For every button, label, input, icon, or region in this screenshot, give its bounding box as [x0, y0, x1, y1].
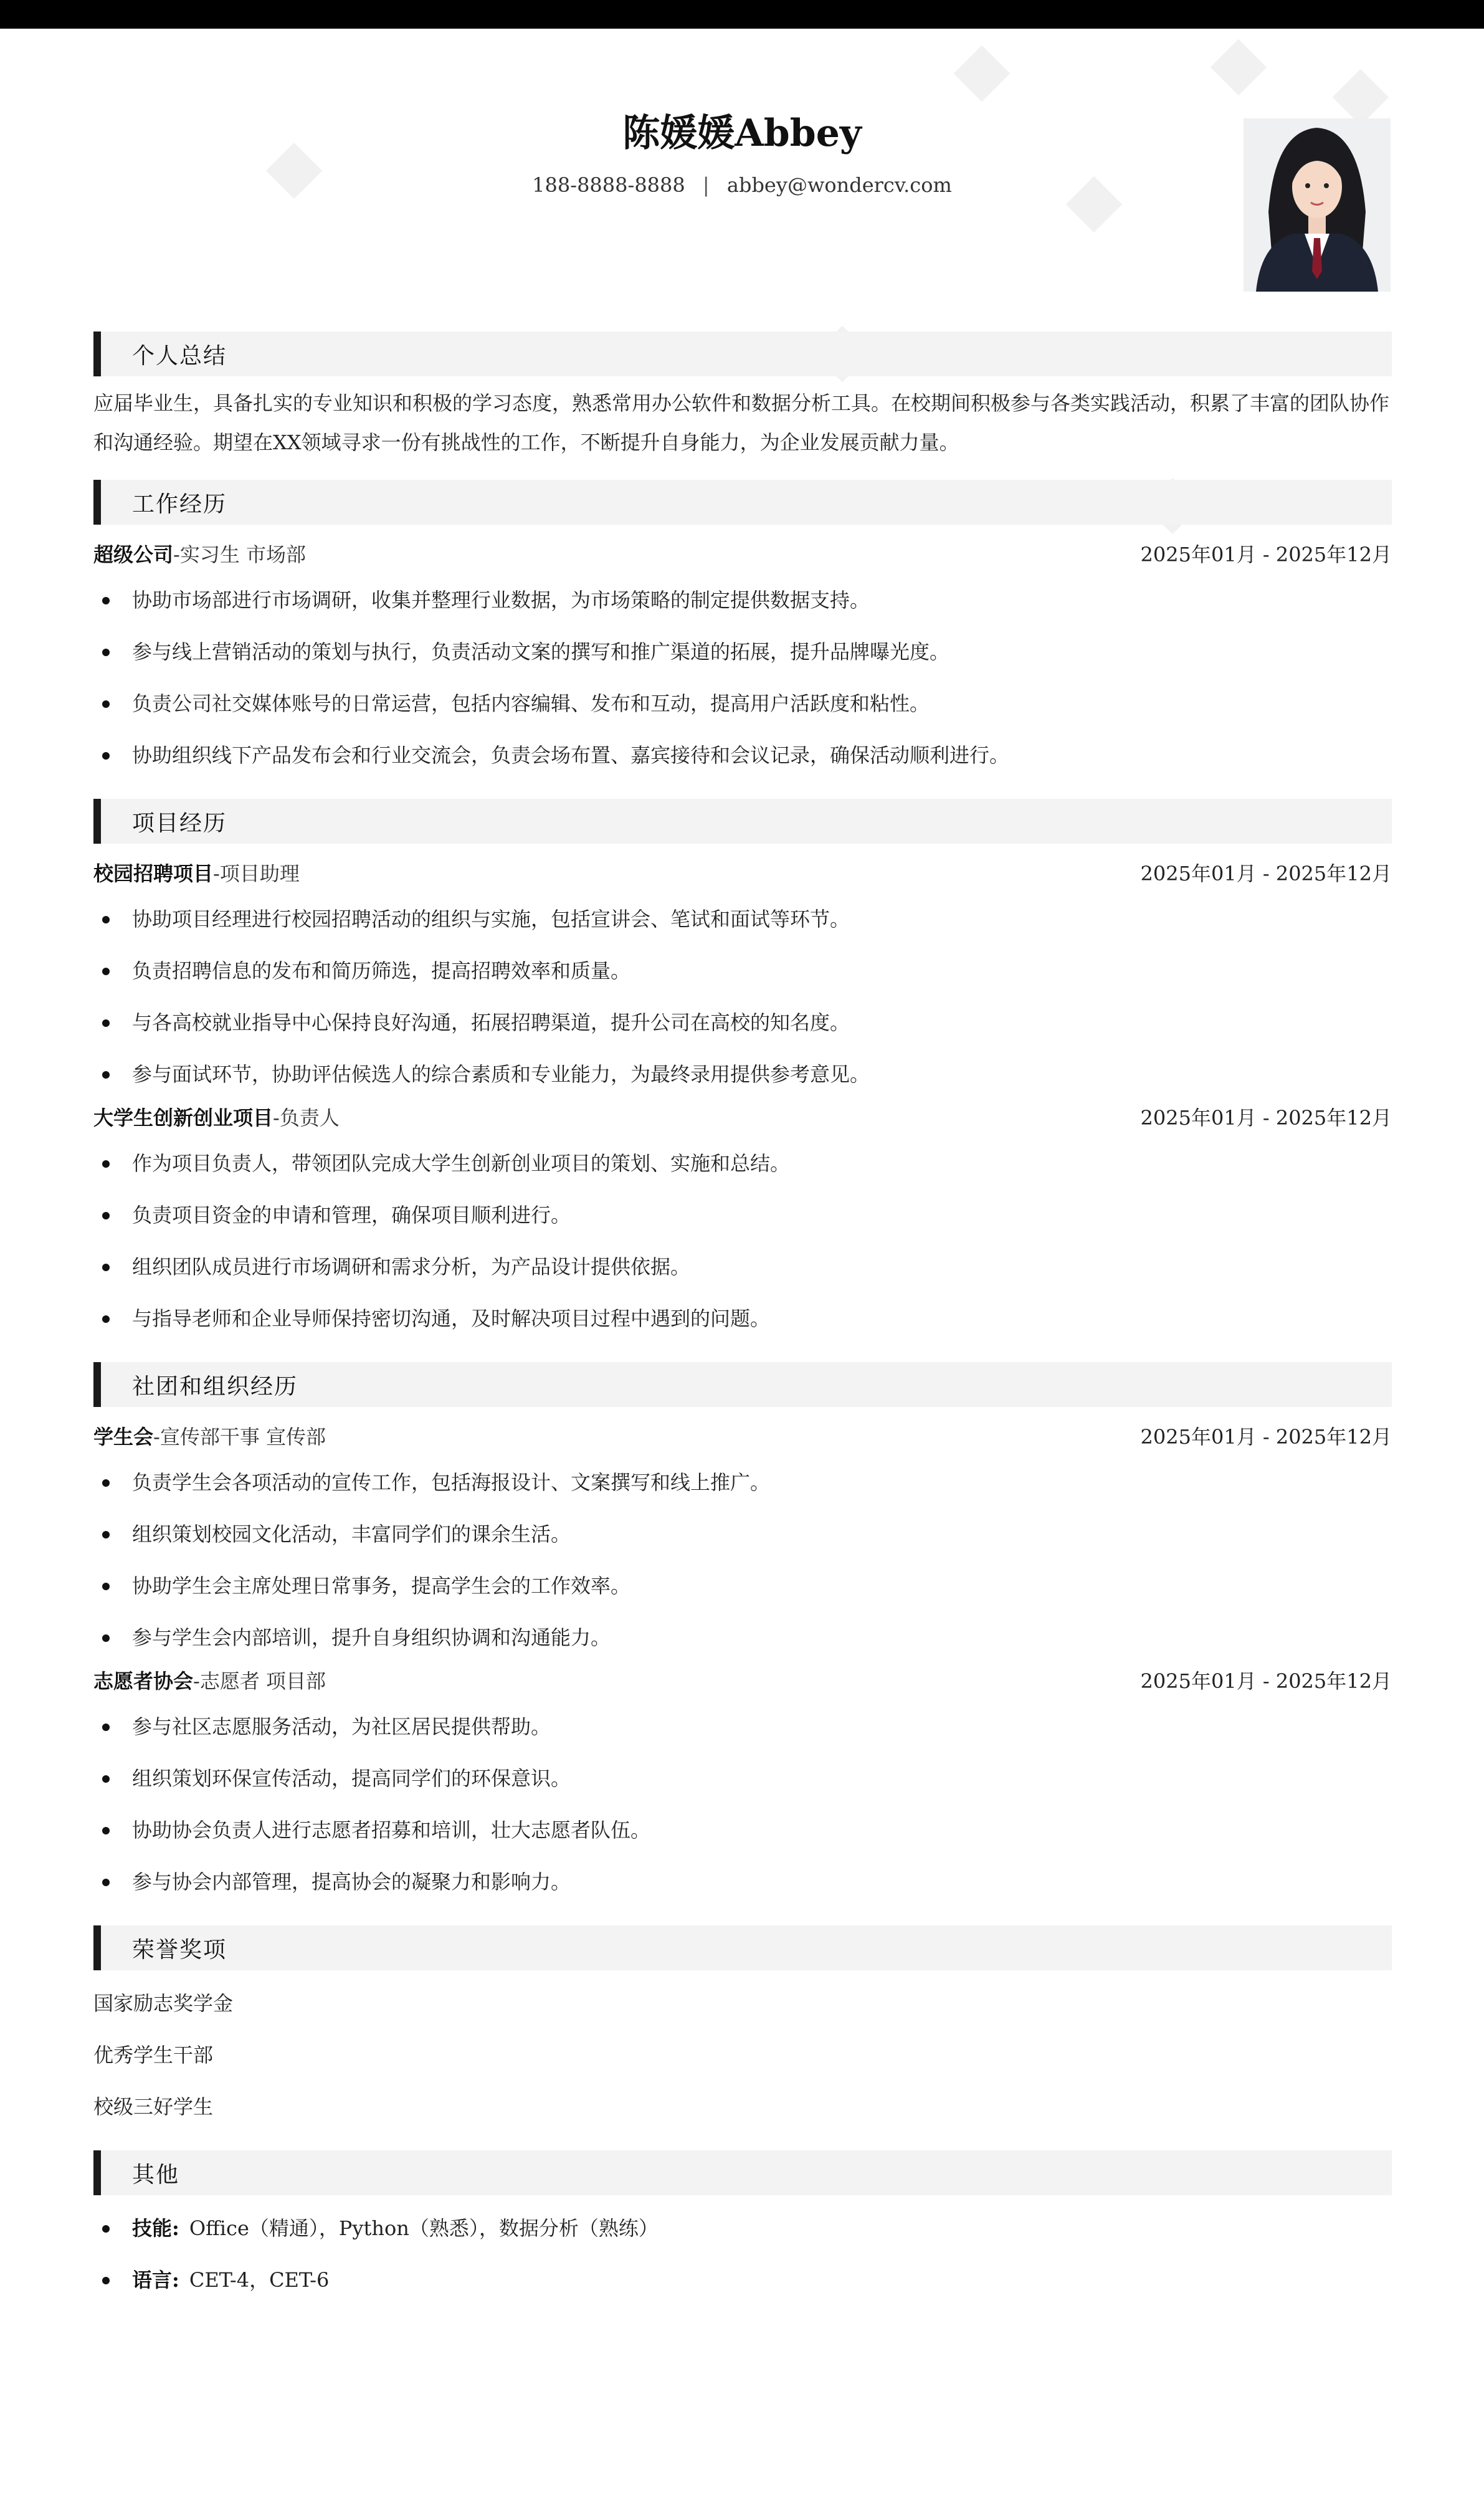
entry-date: 2025年01月 - 2025年12月 [1140, 862, 1392, 885]
bullet-list [93, 1457, 1392, 1664]
entry-role: -项目助理 [213, 862, 300, 885]
bullet-item: 参与线上营销活动的策划与执行，负责活动文案的撰写和推广渠道的拓展，提升品牌曝光度。 [93, 626, 1392, 678]
skills-label: 技能: [132, 2216, 179, 2240]
entry-org: 大学生创新创业项目 [93, 1106, 273, 1130]
award-item: 校级三好学生 [93, 2095, 214, 2119]
candidate-name: 陈媛媛Abbey [622, 112, 862, 155]
bullet-item: 参与协会内部管理，提高协会的凝聚力和影响力。 [93, 1856, 1392, 1908]
award-item: 国家励志奖学金 [93, 1991, 234, 2015]
profile-photo [1244, 118, 1391, 292]
bullet-item: 负责招聘信息的发布和简历筛选，提高招聘效率和质量。 [93, 945, 1392, 997]
bullet-item: 参与面试环节，协助评估候选人的综合素质和专业能力，为最终录用提供参考意见。 [93, 1049, 1392, 1100]
entry-org: 超级公司 [93, 543, 174, 566]
phone-number: 188-8888-8888 [532, 173, 685, 197]
bullet-item: 负责公司社交媒体账号的日常运营，包括内容编辑、发布和互动，提高用户活跃度和粘性。 [93, 678, 1392, 730]
entry-org: 校园招聘项目 [93, 862, 214, 885]
bullet-item: 协助项目经理进行校园招聘活动的组织与实施，包括宣讲会、笔试和面试等环节。 [93, 894, 1392, 945]
language-value: CET-4，CET-6 [189, 2268, 330, 2292]
section-title-projects: 项目经历 [93, 799, 1392, 844]
section-title-awards: 荣誉奖项 [93, 1925, 1392, 1970]
contact-separator: | [702, 173, 710, 197]
entry-header [93, 1664, 1392, 1696]
bullet-list [93, 1138, 1392, 1345]
bullet-item: 组织策划环保宣传活动，提高同学们的环保意识。 [93, 1753, 1392, 1805]
language-label: 语言: [132, 2268, 179, 2292]
entry-header [93, 856, 1392, 889]
bullet-item: 负责学生会各项活动的宣传工作，包括海报设计、文案撰写和线上推广。 [93, 1457, 1392, 1509]
section-title-other: 其他 [93, 2150, 1392, 2195]
bullet-item: 组织团队成员进行市场调研和需求分析，为产品设计提供依据。 [93, 1241, 1392, 1293]
entry-org: 学生会 [93, 1425, 154, 1449]
bullet-list [93, 1701, 1392, 1908]
bullet-item: 负责项目资金的申请和管理，确保项目顺利进行。 [93, 1190, 1392, 1241]
section-title-clubs: 社团和组织经历 [93, 1362, 1392, 1407]
bullet-item: 作为项目负责人，带领团队完成大学生创新创业项目的策划、实施和总结。 [93, 1138, 1392, 1190]
bullet-item: 参与学生会内部培训，提升自身组织协调和沟通能力。 [93, 1612, 1392, 1664]
entry-role: -志愿者 项目部 [193, 1669, 326, 1693]
entry-role: -实习生 市场部 [173, 543, 307, 566]
entry-header [93, 1419, 1392, 1452]
summary-text: 应届毕业生，具备扎实的专业知识和积极的学习态度，熟悉常用办公软件和数据分析工具。在校期间积极参与各类实践活动，积累了丰富的团队协作和沟通经验。期望在XX领域寻求一份有挑战性的工作，不断提升自身能力，为企业发展贡献力量。 [93, 391, 1390, 454]
top-bar [0, 0, 1484, 29]
other-list [93, 2203, 1392, 2306]
bullet-list [93, 894, 1392, 1100]
entry-header [93, 1100, 1392, 1133]
bullet-item: 与各高校就业指导中心保持良好沟通，拓展招聘渠道，提升公司在高校的知名度。 [93, 997, 1392, 1049]
award-item: 优秀学生干部 [93, 2043, 214, 2067]
bullet-item: 组织策划校园文化活动，丰富同学们的课余生活。 [93, 1509, 1392, 1560]
bullet-item: 协助组织线下产品发布会和行业交流会，负责会场布置、嘉宾接待和会议记录，确保活动顺利进行。 [93, 730, 1392, 781]
section-title-work: 工作经历 [93, 480, 1392, 525]
section-title-summary: 个人总结 [93, 331, 1392, 376]
bullet-item: 协助市场部进行市场调研，收集并整理行业数据，为市场策略的制定提供数据支持。 [93, 575, 1392, 626]
entry-date: 2025年01月 - 2025年12月 [1140, 1669, 1392, 1693]
entry-role: -负责人 [273, 1106, 340, 1130]
bullet-item: 与指导老师和企业导师保持密切沟通，及时解决项目过程中遇到的问题。 [93, 1293, 1392, 1345]
bullet-item: 协助协会负责人进行志愿者招募和培训，壮大志愿者队伍。 [93, 1805, 1392, 1856]
skills-item [93, 2203, 1392, 2254]
awards-list [93, 1978, 1392, 2133]
skills-value: Office（精通），Python（熟悉），数据分析（熟练） [189, 2216, 659, 2240]
entry-org: 志愿者协会 [93, 1669, 194, 1693]
bullet-list [93, 575, 1392, 781]
resume-content [93, 331, 1392, 2306]
entry-date: 2025年01月 - 2025年12月 [1140, 1425, 1392, 1449]
entry-header [93, 537, 1392, 570]
email-address: abbey@wondercv.com [726, 173, 952, 197]
entry-role: -宣传部干事 宣传部 [153, 1425, 326, 1449]
bullet-item: 参与社区志愿服务活动，为社区居民提供帮助。 [93, 1701, 1392, 1753]
entry-date: 2025年01月 - 2025年12月 [1140, 543, 1392, 566]
bullet-item: 协助学生会主席处理日常事务，提高学生会的工作效率。 [93, 1560, 1392, 1612]
entry-date: 2025年01月 - 2025年12月 [1140, 1106, 1392, 1130]
language-item [93, 2254, 1392, 2306]
